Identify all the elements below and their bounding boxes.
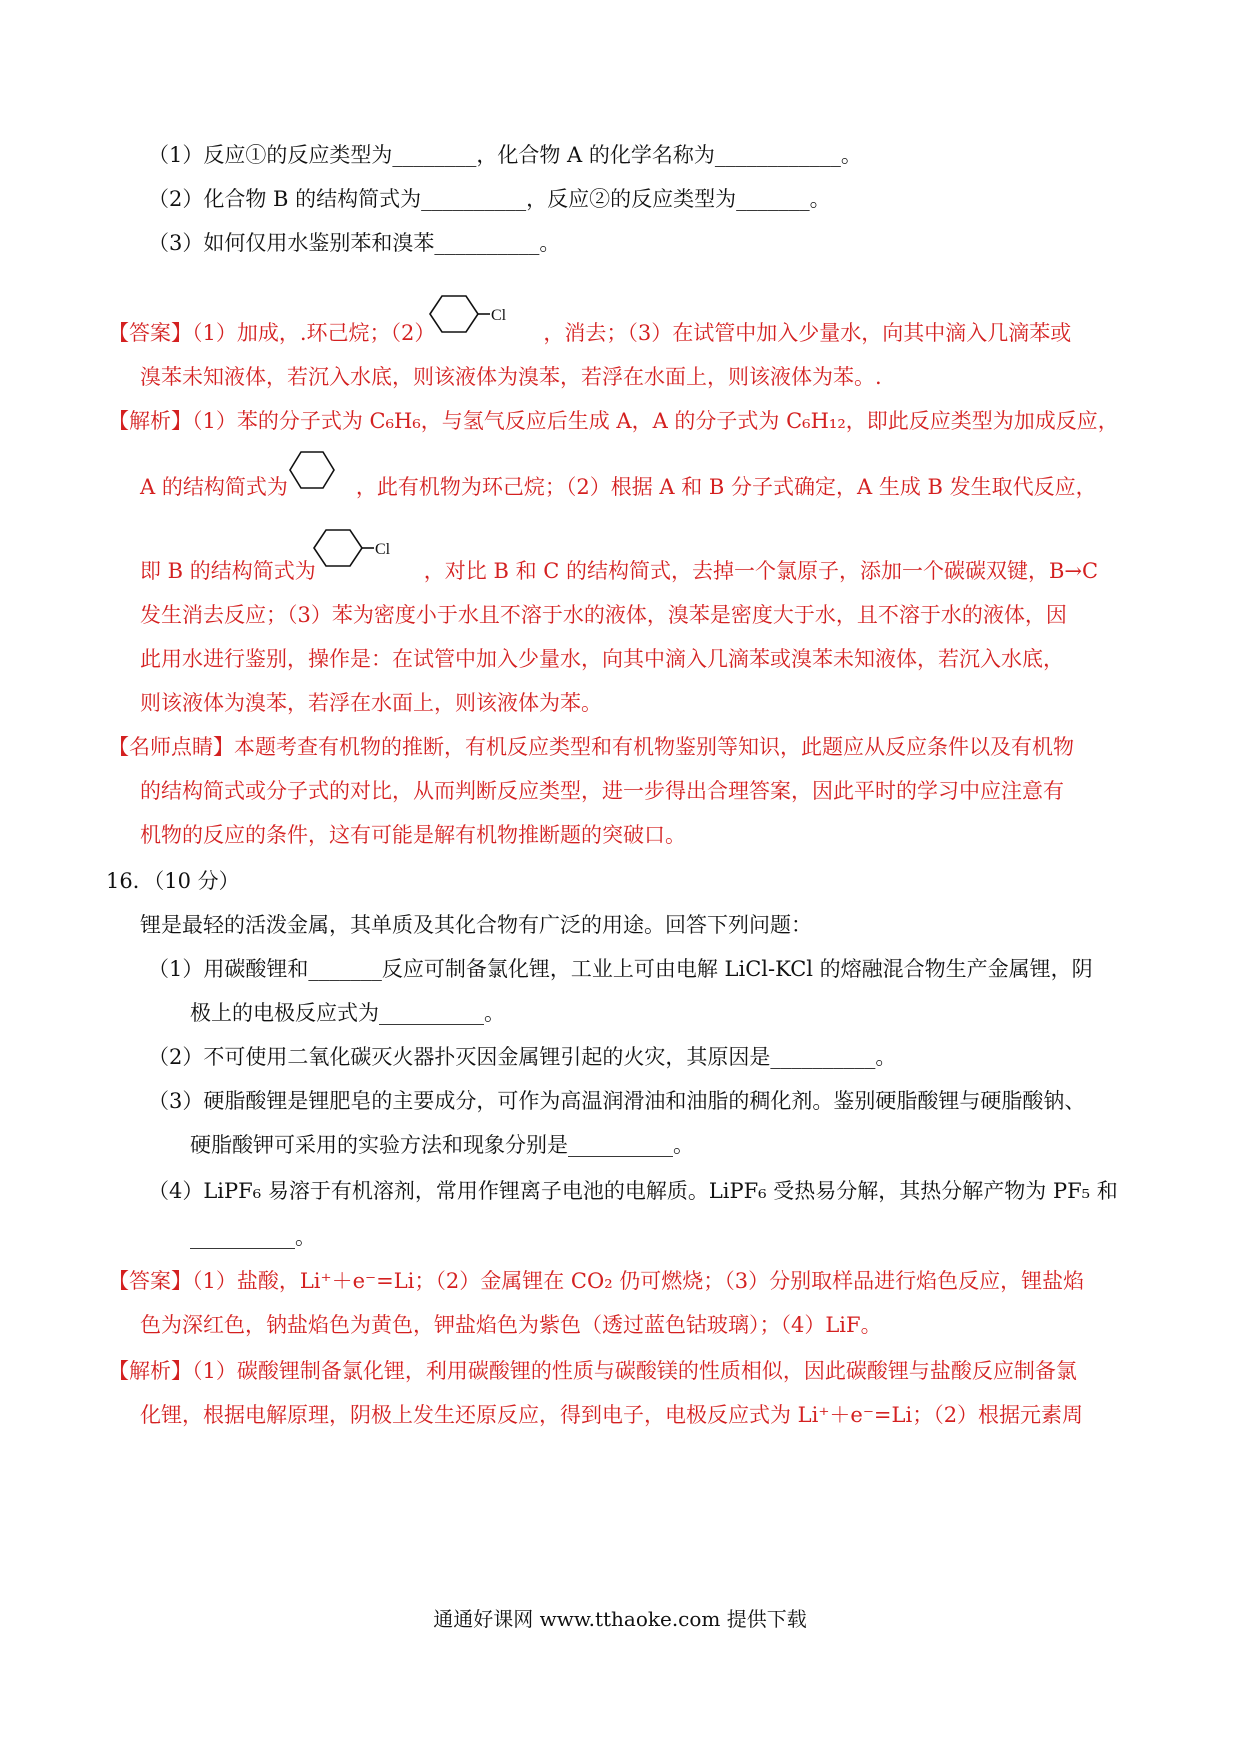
analysis-text: A 的结构简式为 [140, 475, 288, 499]
q16-sub4-line2: __________。 [190, 1225, 316, 1249]
q16-intro: 锂是最轻的活泼金属，其单质及其化合物有广泛的用途。回答下列问题： [140, 913, 812, 937]
q15-analysis-line6: 则该液体为溴苯，若浮在水面上，则该液体为苯。 [140, 691, 602, 715]
analysis-tag: 【解析】 [108, 409, 192, 433]
q16-sub3-line1: （3）硬脂酸锂是锂肥皂的主要成分，可作为高温润滑油和油脂的稠化剂。鉴别硬脂酸锂与硬脂酸钠、 [148, 1089, 1086, 1113]
answer-text: （1）盐酸，Li⁺＋e⁻=Li；（2）金属锂在 CO₂ 仍可燃烧；（3）分别取样品进行焰色反应，锂盐焰 [192, 1269, 1085, 1293]
q16-sub1-line1: （1）用碳酸锂和_______反应可制备氯化锂，工业上可由电解 LiCl-KCl 的熔融混合物生产金属锂，阴 [148, 957, 1093, 981]
analysis-text: （1）苯的分子式为 C₆H₆，与氢气反应后生成 A，A 的分子式为 C₆H₁₂，即此反应类型为加成反应， [192, 409, 1119, 433]
q15-tip-line1 [108, 732, 1074, 762]
q16-answer-line2: 色为深红色，钠盐焰色为黄色，钾盐焰色为紫色（透过蓝色钴玻璃）；（4）LiF。 [140, 1313, 882, 1337]
q16-sub3-line2: 硬脂酸钾可采用的实验方法和现象分别是__________。 [190, 1133, 694, 1157]
answer-tag: 【答案】 [108, 1269, 192, 1293]
analysis-text: 即 B 的结构简式为 [140, 559, 316, 583]
analysis-text: （1）碳酸锂制备氯化锂，利用碳酸锂的性质与碳酸镁的性质相似，因此碳酸锂与盐酸反应制备氯 [192, 1359, 1077, 1383]
q15-sub1: （1）反应①的反应类型为________，化合物 A 的化学名称为____________。 [148, 143, 862, 167]
tip-tag: 【名师点睛】 [108, 735, 234, 759]
q15-tip-line3: 机物的反应的条件，这有可能是解有机物推断题的突破口。 [140, 823, 686, 847]
q15-analysis-line4: 发生消去反应；（3）苯为密度小于水且不溶于水的液体，溴苯是密度大于水，且不溶于水的液体，因 [140, 603, 1067, 627]
analysis-text: ，此有机物为环己烷；（2）根据 A 和 B 分子式确定，A 生成 B 发生取代反应， [355, 475, 1097, 499]
q16-sub4-line1: （4）LiPF₆ 易溶于有机溶剂，常用作锂离子电池的电解质。LiPF₆ 受热易分解，其热分解产物为 PF₅ 和 [148, 1179, 1118, 1203]
analysis-tag: 【解析】 [108, 1359, 192, 1383]
q15-analysis-line3 [140, 556, 1098, 586]
q15-sub2: （2）化合物 B 的结构简式为__________，反应②的反应类型为_______。 [148, 187, 831, 211]
chlorocyclohexane-structure [424, 290, 524, 342]
q16-analysis-line1 [108, 1356, 1077, 1386]
chlorine-label: Cl [491, 307, 507, 324]
q15-answer-line2: 溴苯未知液体，若沉入水底，则该液体为溴苯，若浮在水面上，则该液体为苯。. [140, 365, 882, 389]
q16-answer-line1 [108, 1266, 1084, 1296]
answer-text: ，消去；（3）在试管中加入少量水，向其中滴入几滴苯或 [543, 321, 1072, 345]
answer-tag: 【答案】 [108, 321, 192, 345]
analysis-text: ，对比 B 和 C 的结构简式，去掉一个氯原子，添加一个碳碳双键，B→C [423, 559, 1099, 583]
q15-answer-line1 [108, 318, 1071, 348]
answer-text: （1）加成，.环己烷；（2） [192, 321, 436, 345]
q16-sub1-line2: 极上的电极反应式为__________。 [190, 1001, 505, 1025]
cyclohexane-structure [286, 446, 338, 496]
q16-sub2: （2）不可使用二氧化碳灭火器扑灭因金属锂引起的火灾，其原因是__________。 [148, 1045, 897, 1069]
q16-header: 16．（10 分） [106, 869, 240, 893]
chlorocyclohexane-structure [308, 524, 408, 576]
page-footer: 通通好课网 www.tthaoke.com 提供下载 [433, 1607, 807, 1631]
q16-analysis-line2: 化锂，根据电解原理，阴极上发生还原反应，得到电子，电极反应式为 Li⁺＋e⁻=Li；（2）根据元素周 [140, 1403, 1084, 1427]
chlorine-label: Cl [375, 541, 391, 558]
q15-analysis-line5: 此用水进行鉴别，操作是：在试管中加入少量水，向其中滴入几滴苯或溴苯未知液体，若沉入水底， [140, 647, 1064, 671]
q15-sub3: （3）如何仅用水鉴别苯和溴苯__________。 [148, 231, 561, 255]
q15-tip-line2: 的结构简式或分子式的对比，从而判断反应类型，进一步得出合理答案，因此平时的学习中应注意有 [140, 779, 1064, 803]
tip-text: 本题考查有机物的推断，有机反应类型和有机物鉴别等知识，此题应从反应条件以及有机物 [234, 735, 1074, 759]
q15-analysis-line2 [140, 472, 1097, 502]
q15-analysis-line1 [108, 406, 1119, 436]
